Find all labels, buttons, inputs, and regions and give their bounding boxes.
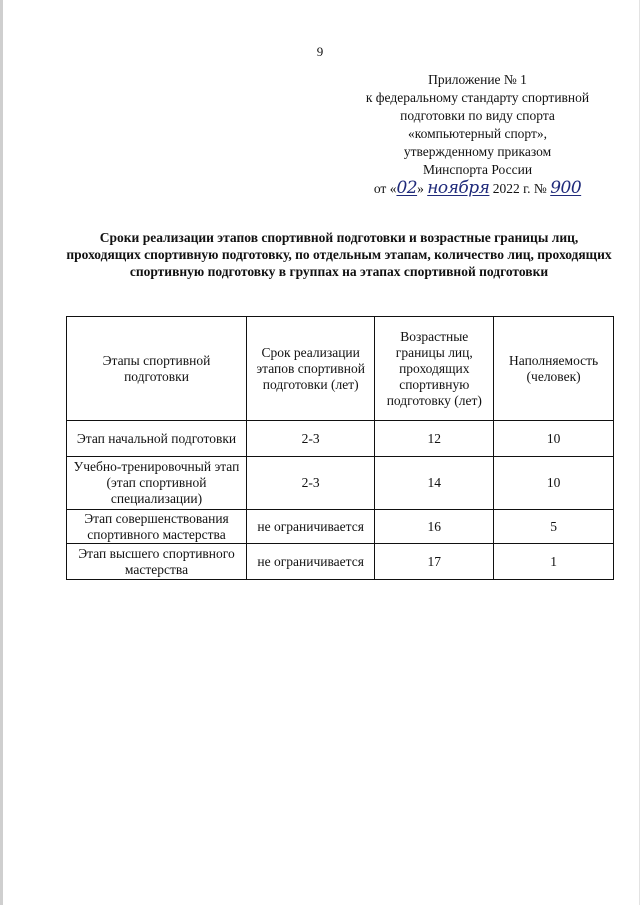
table-row bbox=[67, 421, 614, 457]
date-mid: » bbox=[417, 181, 428, 196]
appendix-line: Минспорта России bbox=[422, 162, 533, 177]
appendix-line: утвержденному приказом bbox=[403, 144, 552, 159]
cell-group-size: 10 bbox=[494, 457, 614, 510]
header-group-size: Наполняемость (человек) bbox=[494, 317, 614, 421]
cell-group-size: 1 bbox=[494, 544, 614, 580]
page-edge bbox=[0, 0, 3, 905]
cell-duration: не ограничивается bbox=[246, 510, 374, 544]
cell-age: 12 bbox=[375, 421, 494, 457]
year-part: 2022 г. № bbox=[489, 181, 551, 196]
cell-stage: Учебно-тренировочный этап (этап спортивной специализации) bbox=[67, 457, 247, 510]
handwritten-month: ноября bbox=[427, 178, 490, 198]
appendix-line: к федеральному стандарту спортивной bbox=[365, 90, 590, 105]
table-header-row bbox=[67, 317, 614, 421]
cell-duration: 2-3 bbox=[246, 457, 374, 510]
handwritten-order-number: 900 bbox=[550, 178, 582, 198]
header-age-limits: Возрастные границы лиц, проходящих спортивную подготовку (лет) bbox=[375, 317, 494, 421]
appendix-line: подготовки по виду спорта bbox=[400, 108, 555, 123]
appendix-line: Приложение № 1 bbox=[428, 72, 527, 87]
header-stages: Этапы спортивной подготовки bbox=[67, 317, 247, 421]
cell-duration: 2-3 bbox=[246, 421, 374, 457]
appendix-block bbox=[330, 71, 625, 198]
table-row bbox=[67, 510, 614, 544]
cell-stage: Этап начальной подготовки bbox=[67, 421, 247, 457]
cell-age: 16 bbox=[375, 510, 494, 544]
stages-table bbox=[66, 316, 614, 580]
cell-stage: Этап высшего спортивного мастерства bbox=[67, 544, 247, 580]
order-date-line bbox=[330, 179, 625, 198]
table-row bbox=[67, 457, 614, 510]
header-duration: Срок реализации этапов спортивной подготовки (лет) bbox=[246, 317, 374, 421]
cell-duration: не ограничивается bbox=[246, 544, 374, 580]
cell-stage: Этап совершенствования спортивного мастерства bbox=[67, 510, 247, 544]
appendix-line: «компьютерный спорт», bbox=[407, 126, 548, 141]
cell-age: 17 bbox=[375, 544, 494, 580]
document-title: Сроки реализации этапов спортивной подготовки и возрастные границы лиц, проходящих спортивную подготовку, по отдельным этапам, количество лиц, проходящих спортивную подготовку в группах на этапах спортивной подготовки bbox=[66, 230, 612, 279]
cell-group-size: 10 bbox=[494, 421, 614, 457]
table-row bbox=[67, 544, 614, 580]
cell-age: 14 bbox=[375, 457, 494, 510]
handwritten-day: 02 bbox=[396, 178, 418, 198]
page-number: 9 bbox=[316, 44, 324, 59]
date-prefix: от « bbox=[373, 181, 397, 196]
cell-group-size: 5 bbox=[494, 510, 614, 544]
